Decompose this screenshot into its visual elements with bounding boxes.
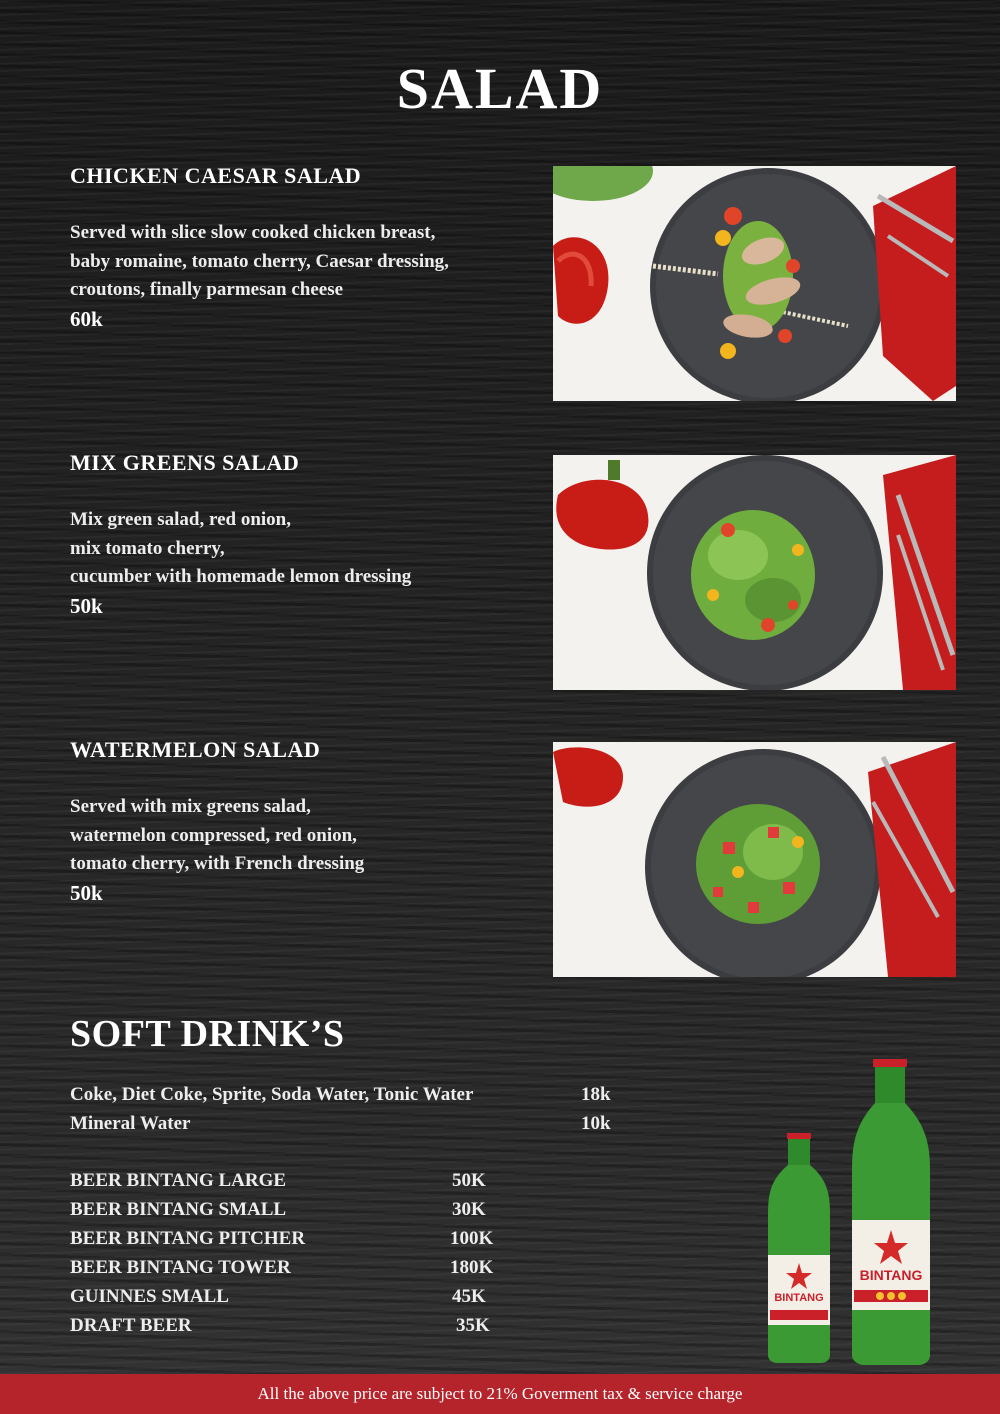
- beer-name: DRAFT BEER: [70, 1315, 192, 1336]
- drink-name: Coke, Diet Coke, Sprite, Soda Water, Tonic Water: [70, 1084, 474, 1105]
- item-price: 60k: [70, 306, 103, 331]
- description-line: cucumber with homemade lemon dressing: [70, 566, 412, 587]
- drink-price: 10k: [581, 1113, 611, 1134]
- footer-tax-note: All the above price are subject to 21% Goverment tax & service charge: [0, 1374, 1000, 1414]
- small-bottle: [768, 1133, 830, 1363]
- description-line: mix tomato cherry,: [70, 537, 225, 559]
- description-line: Served with mix greens salad,: [70, 796, 311, 817]
- menu-item-chicken-caesar: [70, 163, 530, 333]
- menu-item-watermelon: [70, 737, 530, 907]
- item-name: CHICKEN CAESAR SALAD: [70, 163, 362, 188]
- watermelon-salad-photo: [553, 742, 956, 977]
- beer-price: 100K: [450, 1228, 494, 1249]
- bottle-label: BINTANG: [774, 1292, 824, 1304]
- item-description: [70, 219, 530, 305]
- item-description: [70, 506, 530, 592]
- beer-price: 180K: [450, 1257, 494, 1278]
- item-price: 50k: [70, 880, 103, 905]
- item-name: MIX GREENS SALAD: [70, 450, 300, 475]
- item-name: WATERMELON SALAD: [70, 737, 321, 762]
- page-title: SALAD: [396, 56, 604, 121]
- beer-bottles-image: [760, 1055, 960, 1375]
- beer-name: BEER BINTANG LARGE: [70, 1170, 287, 1191]
- description-line: croutons, finally parmesan cheese: [70, 279, 344, 300]
- bottle-label: BINTANG: [859, 1267, 923, 1283]
- drink-price: 18k: [581, 1084, 611, 1105]
- beer-name: BEER BINTANG PITCHER: [70, 1228, 306, 1249]
- chicken-caesar-salad-photo: [553, 166, 956, 401]
- beer-name: BEER BINTANG TOWER: [70, 1257, 291, 1278]
- beer-name: BEER BINTANG SMALL: [70, 1199, 287, 1220]
- drink-name: Mineral Water: [70, 1113, 191, 1134]
- item-description: [70, 793, 530, 879]
- description-line: Mix green salad, red onion,: [70, 509, 291, 530]
- description-line: watermelon compressed, red onion,: [70, 824, 357, 846]
- mix-greens-salad-photo: [553, 455, 956, 690]
- beer-price: 50K: [452, 1170, 486, 1191]
- description-line: Served with slice slow cooked chicken breast,: [70, 222, 436, 243]
- menu-item-mix-greens: [70, 450, 530, 620]
- large-bottle: [852, 1059, 930, 1365]
- beer-price: 45K: [452, 1286, 486, 1307]
- description-line: tomato cherry, with French dressing: [70, 853, 365, 874]
- beer-price: 35K: [456, 1315, 490, 1336]
- beer-name: GUINNES SMALL: [70, 1286, 229, 1307]
- description-line: baby romaine, tomato cherry, Caesar dressing,: [70, 250, 449, 272]
- item-price: 50k: [70, 593, 103, 618]
- beer-price: 30K: [452, 1199, 486, 1220]
- soft-drinks-heading: SOFT DRINK’S: [70, 1013, 345, 1055]
